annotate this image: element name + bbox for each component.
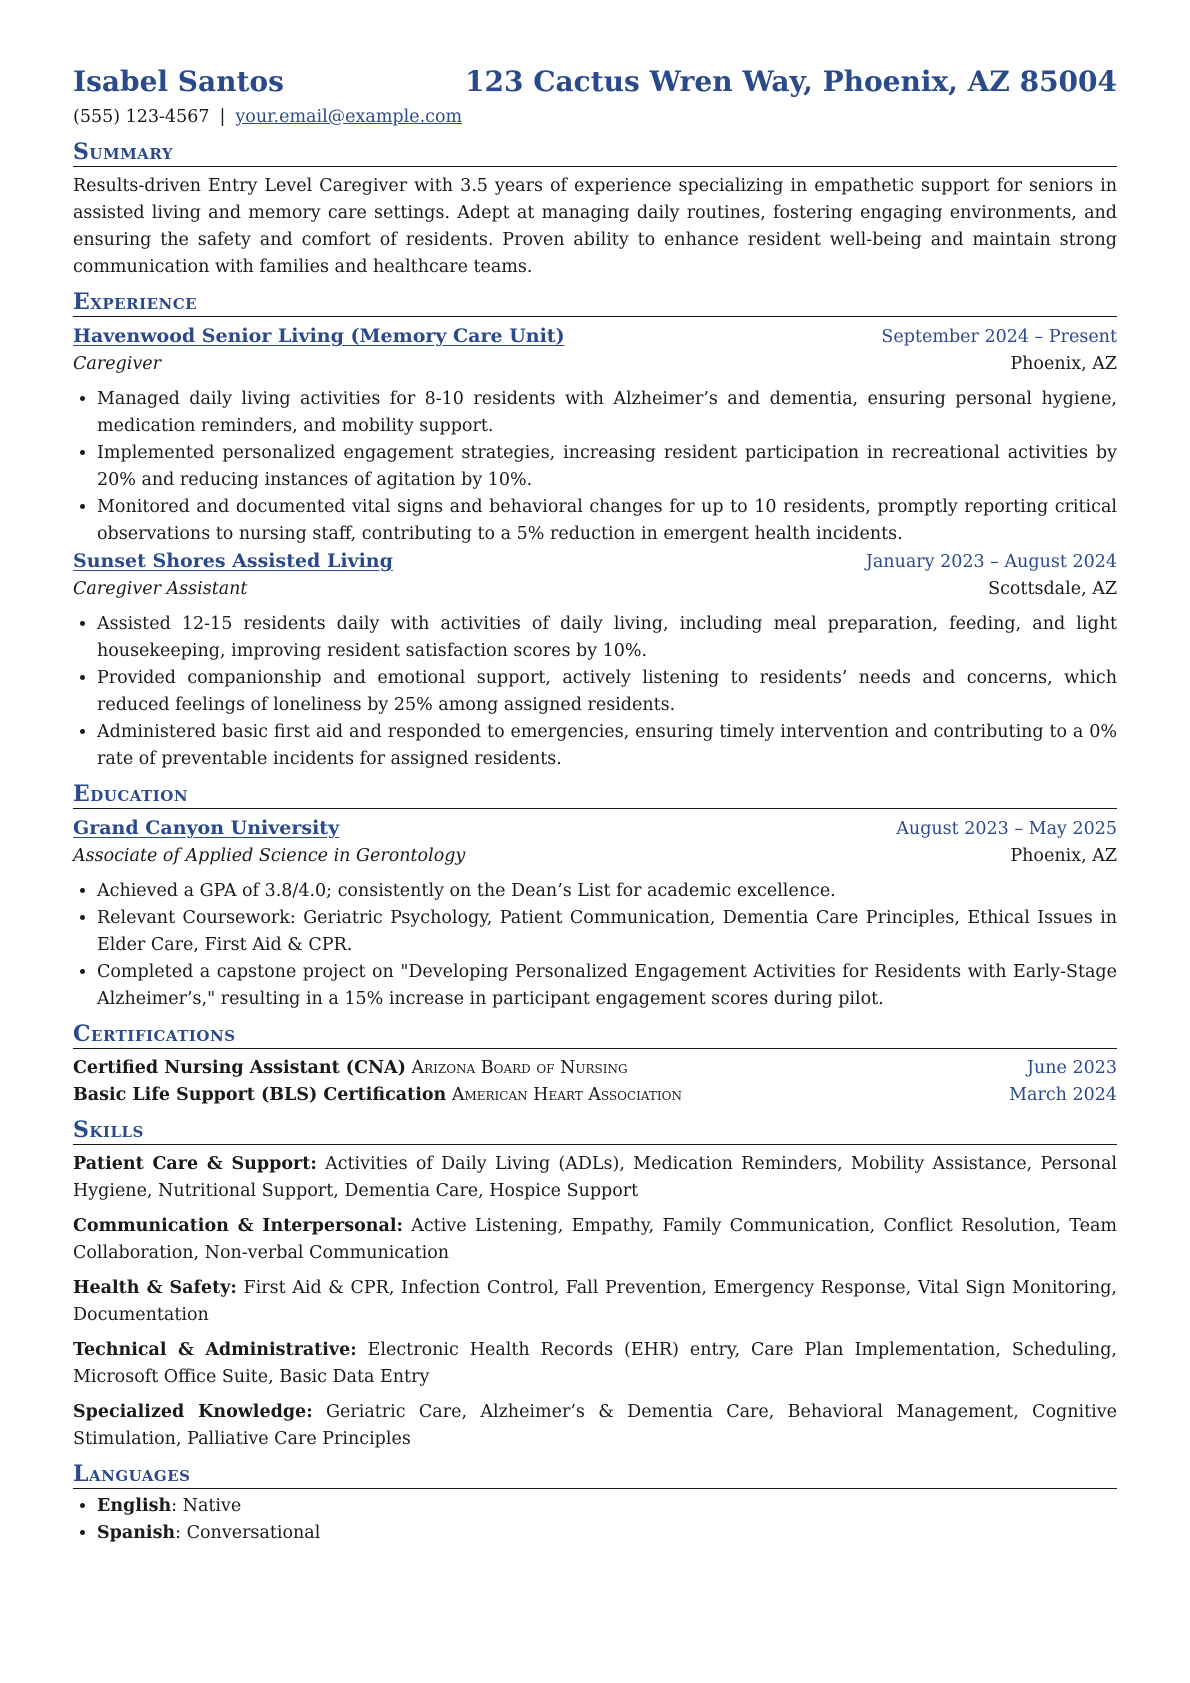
job-location: Scottsdale, AZ [988, 579, 1117, 599]
email-link[interactable]: your.email@example.com [235, 107, 463, 127]
skill-text: Active Listening, Empathy, Family Communication, Conflict Resolution, Team Collaboration, Non-verbal Communication [73, 1216, 1117, 1263]
certification-issuer: Arizona Board of Nursing [411, 1058, 628, 1078]
bullet-item: • Achieved a GPA of 3.8/4.0; consistently on the Dean’s List for academic excellence. [97, 878, 1117, 905]
degree: Associate of Applied Science in Gerontology [73, 846, 466, 866]
certifications-list [73, 1055, 1117, 1109]
skill-group [73, 1399, 1117, 1453]
job-bullets [73, 611, 1117, 773]
bullet-item: • Managed daily living activities for 8-10 residents with Alzheimer’s and dementia, ensuring personal hygiene, medication reminders, and mobility support. [97, 386, 1117, 440]
education-dates: August 2023 – May 2025 [896, 819, 1117, 839]
bullet-item: • Assisted 12-15 residents daily with activities of daily living, including meal preparation, feeding, and light housekeeping, improving resident satisfaction scores by 10%. [97, 611, 1117, 665]
summary-text: Results-driven Entry Level Caregiver with 3.5 years of experience specializing in empathetic support for seniors in assisted living and memory care settings. Adept at managing daily routines, fostering engaging environments, and ensuring the safety and comfort of residents. Proven ability to enhance resident well-being and maintain strong communication with families and healthcare teams. [73, 176, 1117, 277]
skill-group [73, 1213, 1117, 1267]
school-location: Phoenix, AZ [1010, 846, 1117, 866]
section-title-skills: Skills [73, 1117, 1117, 1145]
school-name[interactable]: Grand Canyon University [73, 817, 340, 839]
language-name: English [97, 1496, 172, 1516]
skill-label: Specialized Knowledge: [73, 1402, 313, 1422]
certification-row [73, 1055, 1117, 1082]
address: 123 Cactus Wren Way, Phoenix, AZ 85004 [465, 65, 1117, 98]
experience-entry [73, 548, 1117, 773]
certification-date: March 2024 [1009, 1085, 1117, 1105]
phone: (555) 123-4567 [73, 107, 210, 127]
education-bullets [73, 878, 1117, 1013]
skill-label: Health & Safety: [73, 1278, 237, 1298]
employer-name[interactable]: Havenwood Senior Living (Memory Care Unit) [73, 325, 565, 347]
bullet-item: • Monitored and documented vital signs and behavioral changes for up to 10 residents, promptly reporting critical observations to nursing staff, contributing to a 5% reduction in emergent health incidents. [97, 494, 1117, 548]
employment-dates: January 2023 – August 2024 [865, 552, 1117, 572]
bullet-item: • Relevant Coursework: Geriatric Psychology, Patient Communication, Dementia Care Principles, Ethical Issues in Elder Care, First Aid & CPR. [97, 905, 1117, 959]
section-title-experience: Experience [73, 289, 1117, 317]
job-location: Phoenix, AZ [1010, 354, 1117, 374]
section-title-certifications: Certifications [73, 1021, 1117, 1049]
languages-list [73, 1493, 1117, 1547]
bullet-item: • Provided companionship and emotional support, actively listening to residents’ needs and concerns, which reduced feelings of loneliness by 25% among assigned residents. [97, 665, 1117, 719]
job-bullets [73, 386, 1117, 548]
skill-label: Patient Care & Support: [73, 1154, 317, 1174]
language-name: Spanish [97, 1523, 176, 1543]
skill-group [73, 1275, 1117, 1329]
section-title-education: Education [73, 781, 1117, 809]
section-title-languages: Languages [73, 1461, 1117, 1489]
education-entry [73, 815, 1117, 1013]
bullet-item: • Implemented personalized engagement strategies, increasing resident participation in recreational activities by 20% and reducing instances of agitation by 10%. [97, 440, 1117, 494]
skill-text: Electronic Health Records (EHR) entry, Care Plan Implementation, Scheduling, Microsoft Office Suite, Basic Data Entry [73, 1340, 1117, 1387]
language-item [97, 1520, 1117, 1547]
contact-line [73, 104, 1117, 131]
candidate-name: Isabel Santos [73, 65, 284, 98]
contact-separator: | [219, 107, 226, 127]
skill-text: Geriatric Care, Alzheimer’s & Dementia Care, Behavioral Management, Cognitive Stimulation, Palliative Care Principles [73, 1402, 1117, 1449]
skill-label: Communication & Interpersonal: [73, 1216, 403, 1236]
certification-date: June 2023 [1026, 1058, 1117, 1078]
skill-group [73, 1151, 1117, 1205]
certification-issuer: American Heart Association [451, 1085, 682, 1105]
skill-text: Activities of Daily Living (ADLs), Medication Reminders, Mobility Assistance, Personal Hygiene, Nutritional Support, Dementia Care, Hospice Support [73, 1154, 1117, 1201]
certification-name: Certified Nursing Assistant (CNA) [73, 1058, 406, 1078]
language-item [97, 1493, 1117, 1520]
skill-text: First Aid & CPR, Infection Control, Fall Prevention, Emergency Response, Vital Sign Monitoring, Documentation [73, 1278, 1117, 1325]
header [73, 62, 1117, 102]
job-title: Caregiver Assistant [73, 579, 248, 599]
section-title-summary: Summary [73, 139, 1117, 167]
bullet-item: • Administered basic first aid and responded to emergencies, ensuring timely intervention and contributing to a 0% rate of preventable incidents for assigned residents. [97, 719, 1117, 773]
skill-group [73, 1337, 1117, 1391]
bullet-item: • Completed a capstone project on "Developing Personalized Engagement Activities for Residents with Early-Stage Alzheimer’s," resulting in a 15% increase in participant engagement scores during pilot. [97, 959, 1117, 1013]
certification-row [73, 1082, 1117, 1109]
job-title: Caregiver [73, 354, 161, 374]
skill-label: Technical & Administrative: [73, 1340, 357, 1360]
employment-dates: September 2024 – Present [881, 327, 1117, 347]
language-level: : Conversational [175, 1523, 321, 1543]
certification-name: Basic Life Support (BLS) Certification [73, 1085, 447, 1105]
employer-name[interactable]: Sunset Shores Assisted Living [73, 550, 393, 572]
experience-entry [73, 323, 1117, 548]
language-level: : Native [171, 1496, 242, 1516]
